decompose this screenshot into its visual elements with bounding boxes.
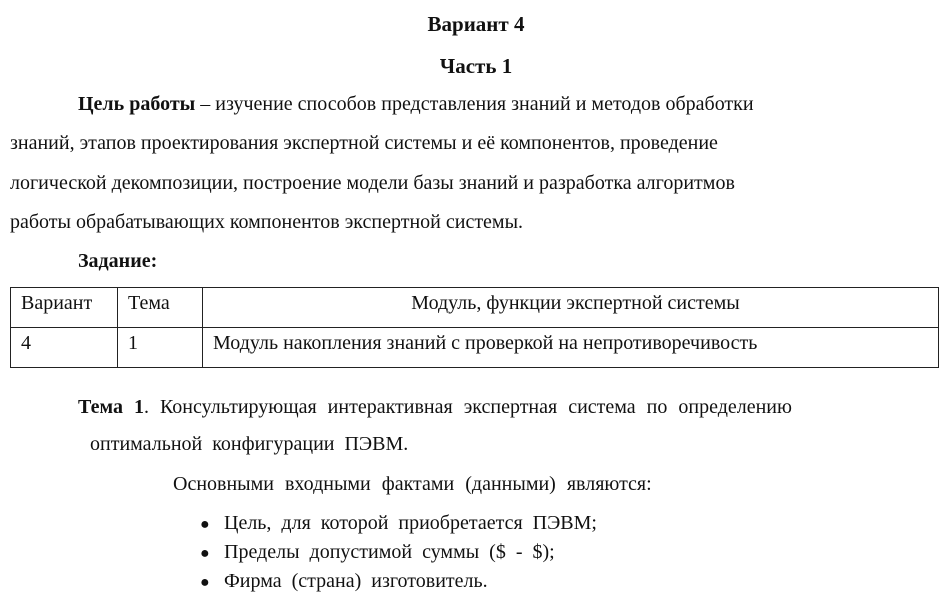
table-cell-module: Модуль накопления знаний с проверкой на непротиворечивость [203, 328, 939, 368]
document-subtitle: Часть 1 [439, 54, 513, 78]
table-header-cell-module: Модуль, функции экспертной системы [203, 288, 939, 328]
task-table [10, 287, 939, 368]
bullet-icon: ● [200, 516, 210, 533]
task-heading: Задание: [78, 250, 158, 272]
list-item [200, 509, 597, 538]
list-item [200, 567, 597, 596]
theme-line-2: оптимальной конфигурации ПЭВМ. [90, 433, 409, 455]
table-header-cell-theme: Тема [118, 288, 203, 328]
goal-paragraph-line-3: логической декомпозиции, построение модели базы знаний и разработка алгоритмов [10, 172, 735, 194]
fact-text: Цель, для которой приобретается ПЭВМ; [224, 512, 597, 534]
fact-text: Фирма (страна) изготовитель. [224, 570, 488, 592]
table-cell-theme: 1 [118, 328, 203, 368]
goal-paragraph-line-4: работы обрабатывающих компонентов экспертной системы. [10, 211, 524, 233]
theme-text: . Консультирующая интерактивная экспертная система по определению [143, 396, 792, 418]
theme-label: Тема 1 [78, 396, 144, 418]
goal-text: – изучение способов представления знаний и методов обработки [195, 93, 754, 115]
theme-line-1 [78, 396, 792, 419]
table-cell-variant: 4 [11, 328, 118, 368]
bullet-icon: ● [200, 545, 210, 562]
table-row [11, 328, 939, 368]
fact-text: Пределы допустимой суммы ($ - $); [224, 541, 555, 563]
goal-label: Цель работы [78, 93, 196, 115]
facts-list [200, 509, 597, 596]
table-header-row [11, 288, 939, 328]
list-item [200, 538, 597, 567]
goal-paragraph-line-1 [78, 93, 754, 116]
goal-paragraph-line-2: знаний, этапов проектирования экспертной системы и её компонентов, проведение [10, 132, 718, 154]
bullet-icon: ● [200, 574, 210, 591]
document-title: Вариант 4 [427, 12, 525, 36]
facts-intro: Основными входными фактами (данными) являются: [173, 473, 652, 495]
table-header-cell-variant: Вариант [11, 288, 118, 328]
